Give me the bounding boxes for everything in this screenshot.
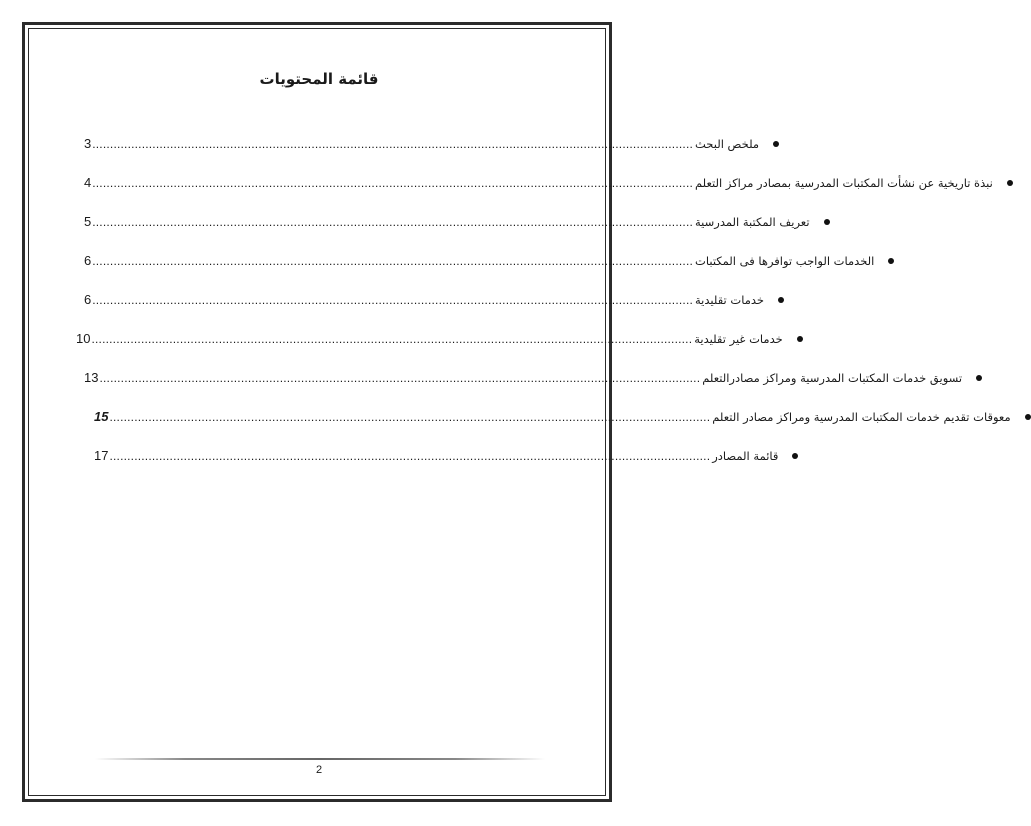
toc-entry [70, 241, 875, 280]
toc-title: قائمة المحتويات [259, 70, 379, 88]
toc-page-number: 15 [94, 409, 109, 424]
toc-leader-dots: .......................................................................................................................................................................... [92, 293, 694, 307]
toc-leader-dots: .......................................................................................................................................................................... [99, 371, 701, 385]
toc-page-number: 6 [84, 292, 92, 307]
toc-entry-title: خدمات تقليدية [695, 292, 765, 307]
toc-entry-title: قائمة المصادر [712, 448, 779, 463]
bullet-icon [773, 141, 779, 147]
bullet-icon [824, 219, 830, 225]
toc-entry [70, 397, 1011, 436]
table-of-contents [70, 124, 1011, 475]
toc-entry-title: ملخص البحث [695, 136, 760, 151]
toc-entry [70, 319, 783, 358]
toc-page-number: 6 [84, 253, 92, 268]
toc-leader-dots: .......................................................................................................................................................................... [92, 254, 694, 268]
toc-entry-title: تعريف المكتبة المدرسية [695, 214, 810, 229]
toc-entry-title: معوقات تقديم خدمات المكتبات المدرسية ومراكز مصادر التعلم [712, 409, 1011, 424]
toc-page-number: 3 [84, 136, 92, 151]
bullet-icon [1007, 180, 1013, 186]
bullet-icon [888, 258, 894, 264]
toc-page-number: 4 [84, 175, 92, 190]
toc-leader-dots: .......................................................................................................................................................................... [109, 449, 711, 463]
toc-page-number: 5 [84, 214, 92, 229]
toc-entry [70, 436, 779, 475]
footer-divider [95, 758, 545, 760]
toc-entry [70, 202, 810, 241]
bullet-icon [797, 336, 803, 342]
bullet-icon [792, 453, 798, 459]
toc-entry-title: تسويق خدمات المكتبات المدرسية ومراكز مصادرالتعلم [702, 370, 963, 385]
bullet-icon [976, 375, 982, 381]
toc-entry [70, 358, 963, 397]
toc-leader-dots: .......................................................................................................................................................................... [109, 410, 711, 424]
bullet-icon [1025, 414, 1031, 420]
bullet-icon [778, 297, 784, 303]
toc-entry-title: نبذة تاريخية عن نشأت المكتبات المدرسية بمصادر مراكز التعلم [695, 175, 993, 190]
toc-entry-title: خدمات غير تقليدية [694, 331, 783, 346]
toc-leader-dots: .......................................................................................................................................................................... [92, 176, 694, 190]
toc-leader-dots: .......................................................................................................................................................................... [91, 332, 693, 346]
toc-entry [70, 280, 765, 319]
toc-leader-dots: .......................................................................................................................................................................... [92, 215, 694, 229]
toc-entry [70, 163, 993, 202]
page-number: 2 [315, 764, 323, 776]
toc-leader-dots: .......................................................................................................................................................................... [92, 137, 694, 151]
toc-page-number: 17 [94, 448, 109, 463]
toc-page-number: 13 [84, 370, 99, 385]
toc-page-number: 10 [76, 331, 91, 346]
toc-entry-title: الخدمات الواجب توافرها فى المكتبات [695, 253, 875, 268]
toc-entry [70, 124, 760, 163]
